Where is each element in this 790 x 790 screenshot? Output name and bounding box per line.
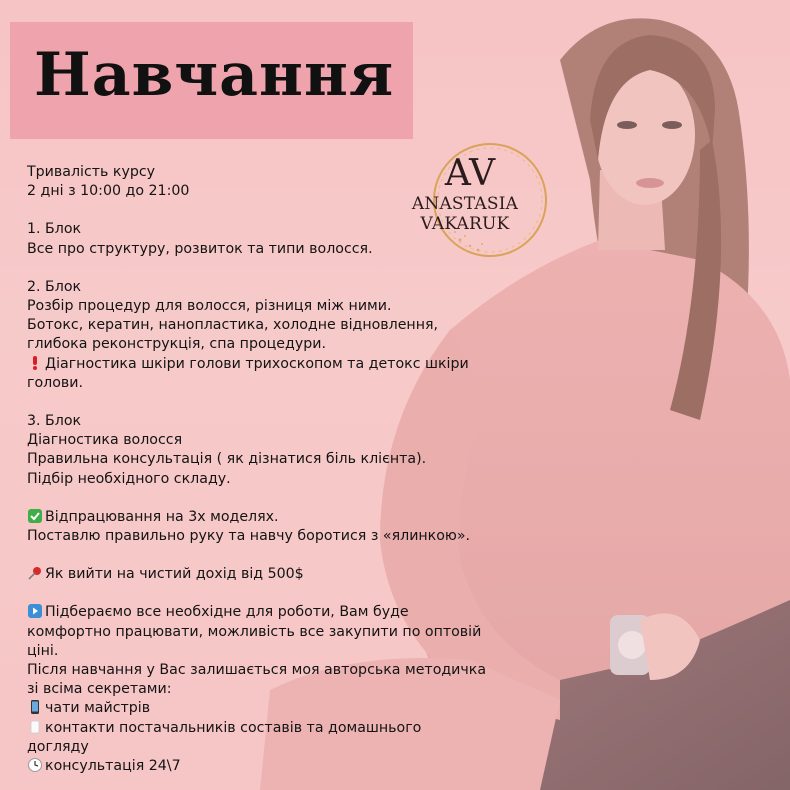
tools-line: комфортно працювати, можливість все закупити по оптовій <box>27 623 482 640</box>
practice-line: Поставлю правильно руку та навчу боротися з «ялинкою». <box>27 528 471 545</box>
block2-line: Ботокс, кератин, нанопластика, холодне відновлення, <box>27 317 439 334</box>
block3-line: Діагностика волосся <box>27 432 183 449</box>
perk-item: контакти постачальників составів та домашнього <box>27 719 497 738</box>
play-button-icon <box>27 604 43 618</box>
block2-line: глибока реконструкція, спа процедури. <box>27 336 326 353</box>
duration-label: Тривалість курсу <box>27 164 156 180</box>
tools-line: зі всіма секретами: <box>27 681 172 698</box>
practice-line: Відпрацювання на 3х моделях. <box>27 508 497 527</box>
clock-icon <box>27 758 43 772</box>
red-exclamation-icon <box>27 356 43 370</box>
pushpin-icon <box>27 566 43 580</box>
duration-value: 2 дні з 10:00 до 21:00 <box>27 183 190 200</box>
income-line: Як вийти на чистий дохід від 500$ <box>27 565 497 584</box>
course-description <box>27 163 497 776</box>
page-title: Навчання <box>34 40 395 110</box>
logo-monogram: AV <box>444 153 496 194</box>
logo-name: ANASTASIA VAKARUK <box>411 194 519 234</box>
block3-line: Правильна консультація ( як дізнатися біль клієнта). <box>27 451 427 468</box>
block2-line: Розбір процедур для волосся, різниця між ними. <box>27 298 392 315</box>
block2-heading: 2. Блок <box>27 278 82 295</box>
tools-line: Підбераємо все необхідне для роботи, Вам буде <box>27 603 497 622</box>
perk-item: чати майстрів <box>27 699 497 718</box>
block3-line: Підбір необхідного складу. <box>27 470 231 487</box>
block2-line: Діагностика шкіри голови трихоскопом та детокс шкіри <box>27 355 497 374</box>
tools-line: ціні. <box>27 642 59 659</box>
block3-heading: 3. Блок <box>27 413 82 430</box>
perk-item: консультація 24\7 <box>27 757 497 776</box>
block1-heading: 1. Блок <box>27 221 82 238</box>
tools-line: Після навчання у Вас залишається моя авторська методичка <box>27 662 487 679</box>
mobile-phone-icon <box>27 700 43 714</box>
perk-item: догляду <box>27 738 89 755</box>
block1-line: Все про структуру, розвиток та типи волосся. <box>27 240 373 257</box>
white-card-icon <box>27 720 43 734</box>
block2-line: голови. <box>27 374 83 391</box>
check-box-icon <box>27 509 43 523</box>
